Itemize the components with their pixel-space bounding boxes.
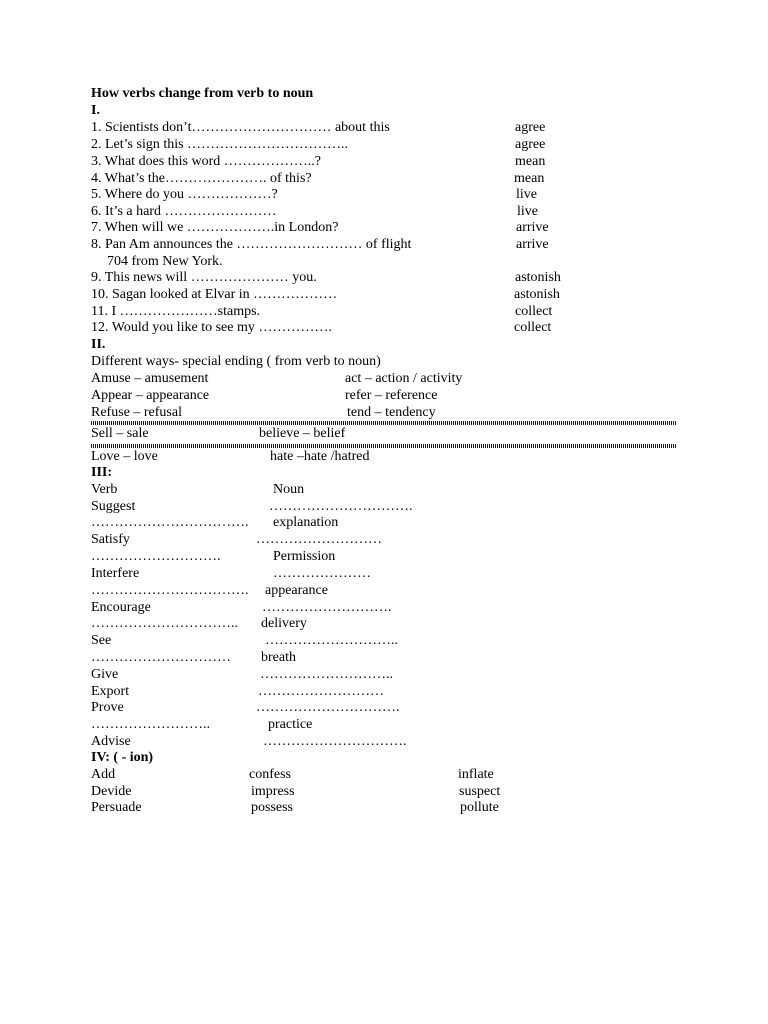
verb-cell: …………………………..: [91, 616, 238, 631]
word-cell: suspect: [459, 784, 501, 799]
section-1-heading: I.: [91, 103, 100, 118]
section-2-heading: II.: [91, 337, 106, 352]
dotted-separator: [91, 444, 677, 448]
word-cell: pollute: [460, 800, 499, 815]
exercise-sentence: 3. What does this word ………………..?: [91, 154, 321, 169]
noun-cell: …………………: [273, 566, 371, 581]
column-header-noun: Noun: [273, 482, 305, 497]
dotted-separator: [91, 421, 677, 425]
verb-cell: …………………………: [91, 650, 231, 665]
exercise-base-verb: astonish: [514, 287, 560, 302]
verb-cell: …………………………….: [91, 515, 249, 530]
verb-cell: Export: [91, 684, 130, 699]
word-pair-right: tend – tendency: [347, 405, 436, 420]
word-pair-left: Refuse – refusal: [91, 405, 182, 420]
word-cell: Devide: [91, 784, 132, 799]
exercise-sentence: 10. Sagan looked at Elvar in ………………: [91, 287, 338, 302]
noun-cell: ………………………….: [256, 700, 400, 715]
verb-cell: Give: [91, 667, 119, 682]
verb-cell: …………………………….: [91, 583, 249, 598]
verb-cell: See: [91, 633, 112, 648]
exercise-base-verb: collect: [515, 304, 553, 319]
exercise-sentence: 7. When will we ……………….in London?: [91, 220, 339, 235]
noun-cell: practice: [268, 717, 313, 732]
exercise-base-verb: live: [516, 187, 537, 202]
word-pair-right: hate –hate /hatred: [270, 449, 370, 464]
noun-cell: delivery: [261, 616, 307, 631]
noun-cell: ………………………: [256, 532, 382, 547]
exercise-sentence: 2. Let’s sign this ……………………………..: [91, 137, 349, 152]
noun-cell: ……………………….: [262, 600, 392, 615]
noun-cell: ………………………: [258, 684, 384, 699]
noun-cell: explanation: [273, 515, 339, 530]
exercise-base-verb: arrive: [516, 237, 549, 252]
word-pair-left: Sell – sale: [91, 426, 149, 441]
exercise-sentence: 6. It’s a hard ……………………: [91, 204, 277, 219]
column-header-verb: Verb: [91, 482, 118, 497]
exercise-base-verb: mean: [514, 171, 545, 186]
exercise-sentence-continuation: 704 from New York.: [107, 254, 223, 269]
word-cell: confess: [249, 767, 291, 782]
verb-cell: Suggest: [91, 499, 136, 514]
page-title: How verbs change from verb to noun: [91, 86, 314, 101]
noun-cell: Permission: [273, 549, 336, 564]
noun-cell: breath: [261, 650, 296, 665]
exercise-base-verb: mean: [515, 154, 546, 169]
section-2-intro: Different ways- special ending ( from verb to noun): [91, 354, 381, 369]
word-pair-right: refer – reference: [345, 388, 438, 403]
exercise-sentence: 4. What’s the…………………. of this?: [91, 171, 312, 186]
word-cell: possess: [251, 800, 294, 815]
noun-cell: ………………………….: [269, 499, 413, 514]
section-4-heading: IV: ( - ion): [91, 750, 154, 765]
word-cell: Persuade: [91, 800, 142, 815]
verb-cell: Advise: [91, 734, 131, 749]
noun-cell: appearance: [265, 583, 328, 598]
exercise-sentence: 1. Scientists don’t………………………… about this: [91, 120, 390, 135]
word-pair-right: believe – belief: [259, 426, 346, 441]
exercise-base-verb: agree: [515, 137, 546, 152]
exercise-sentence: 5. Where do you ………………?: [91, 187, 278, 202]
verb-cell: ……………………..: [91, 717, 210, 732]
noun-cell: ………………………….: [263, 734, 407, 749]
word-cell: impress: [251, 784, 295, 799]
noun-cell: ………………………..: [265, 633, 398, 648]
exercise-base-verb: collect: [514, 320, 552, 335]
exercise-sentence: 9. This news will ………………… you.: [91, 270, 317, 285]
word-cell: Add: [91, 767, 116, 782]
exercise-sentence: 8. Pan Am announces the ……………………… of flight: [91, 237, 412, 252]
word-pair-left: Amuse – amusement: [91, 371, 209, 386]
verb-cell: Interfere: [91, 566, 140, 581]
word-pair-right: act – action / activity: [345, 371, 463, 386]
exercise-base-verb: agree: [515, 120, 546, 135]
verb-cell: Prove: [91, 700, 124, 715]
exercise-base-verb: arrive: [516, 220, 549, 235]
verb-cell: Satisfy: [91, 532, 130, 547]
word-pair-left: Appear – appearance: [91, 388, 210, 403]
noun-cell: ………………………..: [260, 667, 393, 682]
exercise-sentence: 12. Would you like to see my …………….: [91, 320, 332, 335]
exercise-base-verb: live: [517, 204, 538, 219]
verb-cell: ……………………….: [91, 549, 221, 564]
word-pair-left: Love – love: [91, 449, 158, 464]
section-3-heading: III:: [91, 465, 113, 480]
word-cell: inflate: [458, 767, 494, 782]
exercise-base-verb: astonish: [515, 270, 561, 285]
exercise-sentence: 11. I …………………stamps.: [91, 304, 261, 319]
verb-cell: Encourage: [91, 600, 151, 615]
